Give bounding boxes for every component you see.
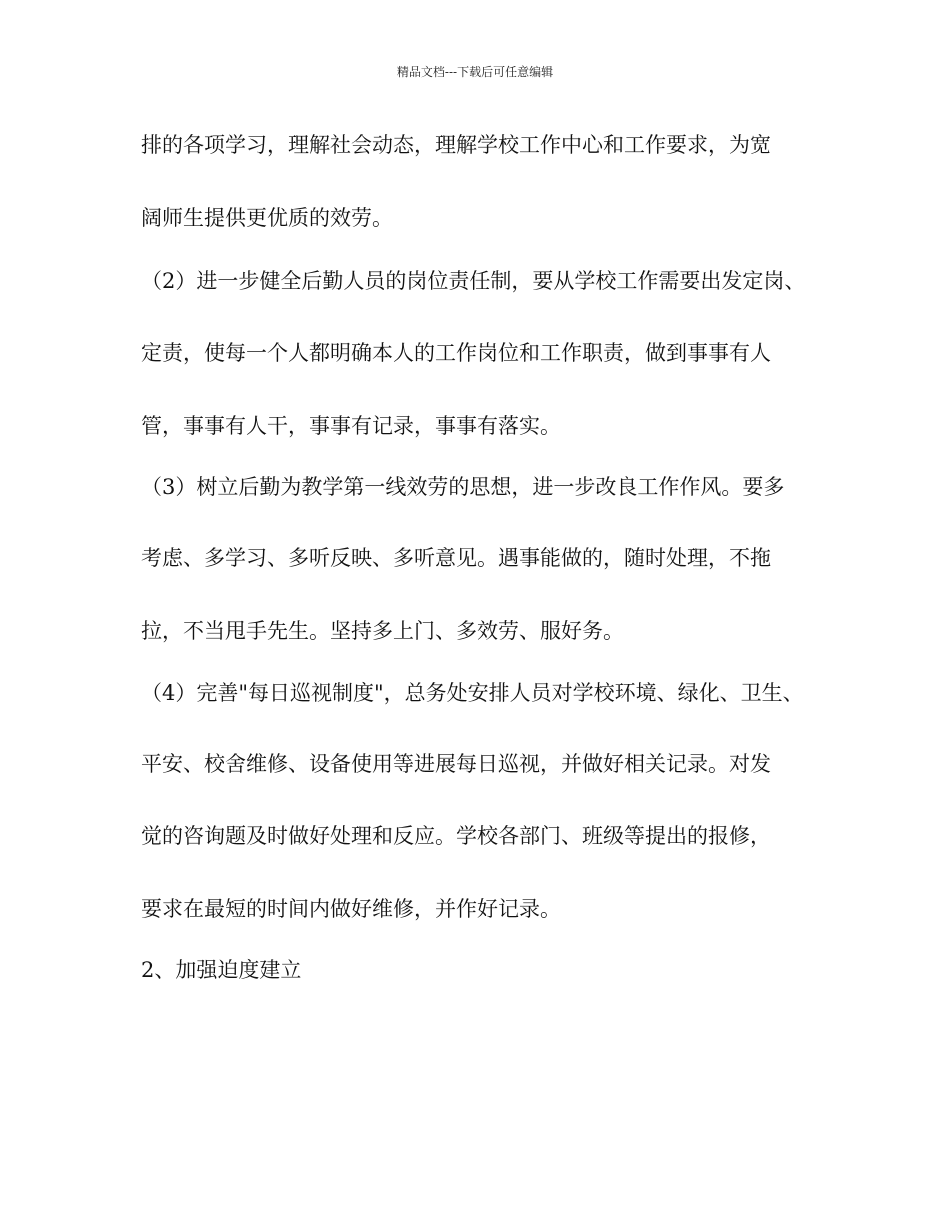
section-heading: 2、加强迫度建立 [141,958,302,982]
paragraph-line: 拉，不当甩手先生。坚持多上门、多效劳、服好务。 [141,619,624,643]
paragraph-line: 要求在最短的时间内做好维修，并作好记录。 [141,897,561,921]
paragraph-line: 平安、校舍维修、设备使用等进展每日巡视，并做好相关记录。对发 [141,752,771,776]
paragraph-line: 阔师生提供更优质的效劳。 [141,206,393,230]
paragraph-line: 排的各项学习，理解社会动态，理解学校工作中心和工作要求，为宽 [141,133,771,157]
paragraph-line: 觉的咨询题及时做好处理和反应。学校各部门、班级等提出的报修， [141,824,771,848]
paragraph-line: 考虑、多学习、多听反映、多听意见。遇事能做的，随时处理，不拖 [141,546,771,570]
paragraph-line: 管，事事有人干，事事有记录，事事有落实。 [141,414,561,438]
paragraph-line: （2）进一步健全后勤人员的岗位责任制，要从学校工作需要出发定岗、 [141,269,806,293]
paragraph-line: （3）树立后勤为教学第一线效劳的思想，进一步改良工作作风。要多 [141,475,785,499]
paragraph-line: （4）完善"每日巡视制度"，总务处安排人员对学校环境、绿化、卫生、 [141,681,804,705]
page-header: 精品文档---下载后可任意编辑 [396,65,554,79]
paragraph-line: 定责，使每一个人都明确本人的工作岗位和工作职责，做到事事有人 [141,341,771,365]
